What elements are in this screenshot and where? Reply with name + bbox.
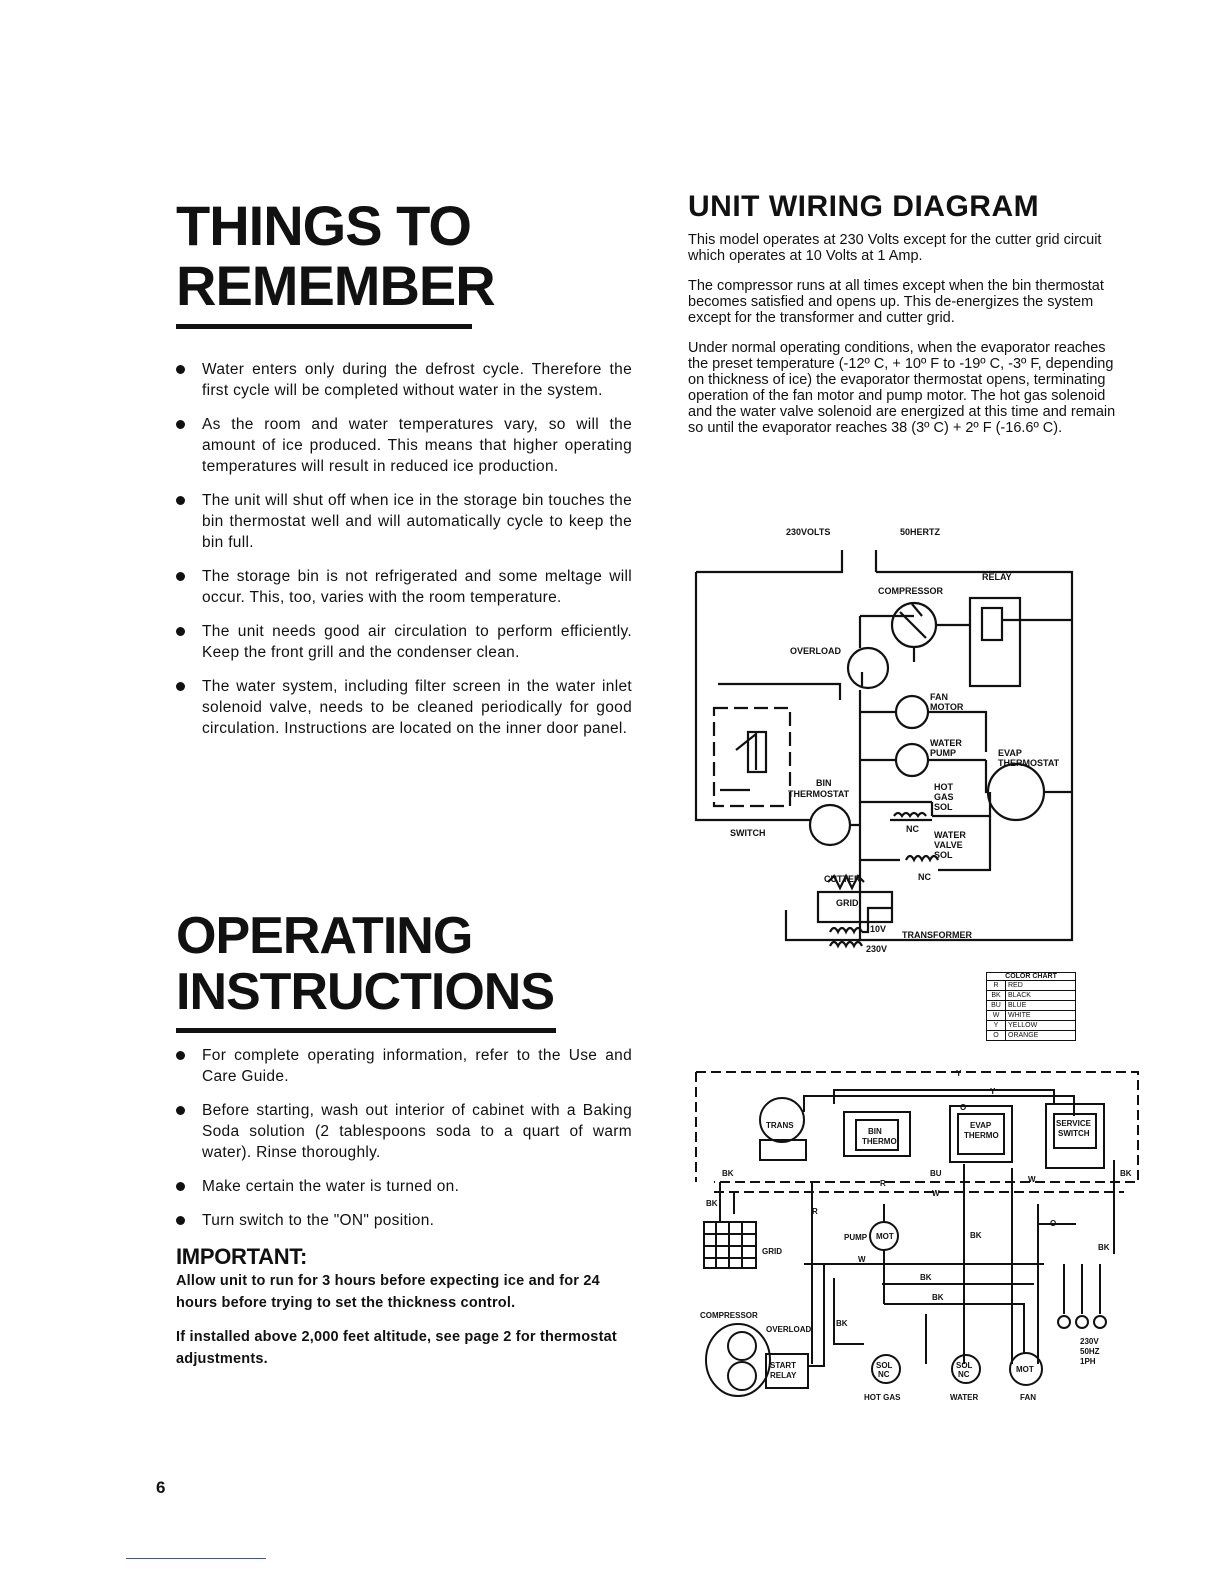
remember-list [176,359,632,739]
list-item: Before starting, wash out interior of cabinet with a Baking Soda solution (2 tablespoons soda to a quart of warm water). Rinse thoroughly. [176,1100,632,1163]
wire-label-w: W [932,1189,940,1198]
list-item: Make certain the water is turned on. [176,1176,632,1197]
wiring-paragraph: This model operates at 230 Volts except for the cutter grid circuit which operates at 10 Volts at 1 Amp. [688,232,1102,264]
wire-label-bk: BK [722,1169,734,1178]
compressor-label: COMPRESSOR [700,1311,758,1320]
wire-label-w: W [1028,1175,1036,1184]
bin-thermostat-label-2: THERMOSTAT [788,789,850,799]
trans-label: TRANS [766,1121,794,1130]
nc-label: NC [878,1370,890,1379]
wire-label-bk: BK [932,1293,944,1302]
hertz-label: 50HERTZ [900,527,941,537]
schematic-diagram [690,520,1090,970]
wire-label-bu: BU [930,1169,942,1178]
wire-label-r: R [812,1207,818,1216]
wire-label-o: O [960,1103,967,1112]
wire-label-bk: BK [706,1199,718,1208]
grid-label: GRID [762,1247,782,1256]
things-to-remember-section [176,196,636,752]
start-relay-label-1: START [770,1361,797,1370]
ten-volt-label: 10V [870,924,887,934]
water-valve-sol-label-2: VALVE [934,840,963,850]
important-heading: IMPORTANT: [176,1244,308,1269]
table-row: R RED [987,981,1076,991]
hot-gas-label: HOT GAS [864,1393,901,1402]
supply-label-2: 50HZ [1080,1347,1100,1356]
list-item: The water system, including filter screen in the water inlet solenoid valve, needs to be cleaned periodically for good circulation. Instructions are located on the inner door panel. [176,676,632,739]
color-chart [986,972,1076,1041]
relay-label: RELAY [982,572,1012,582]
operating-list [176,1045,632,1231]
fan-motor-label-1: FAN [930,692,948,702]
supply-label-1: 230V [1080,1337,1099,1346]
table-row: O ORANGE [987,1031,1076,1041]
wire-label-bk: BK [1120,1169,1132,1178]
title-underline [176,1028,556,1033]
wire-label-r: R [880,1179,886,1188]
evap-thermostat-label-1: EVAP [998,748,1022,758]
fan-label: FAN [1020,1393,1036,1402]
list-item: Water enters only during the defrost cycle. Therefore the first cycle will be completed without water in the system. [176,359,632,401]
color-chart-title: COLOR CHART [987,973,1076,981]
table-row: BK BLACK [987,991,1076,1001]
wiring-text-section [688,190,1118,450]
water-valve-sol-label-1: WATER [934,830,966,840]
wiring-paragraph: Under normal operating conditions, when the evaporator reaches the preset temperature (-12º C, + 10º F to -19º C, -3º F, depending on thickness of ice) the evaporator thermostat opens, terminating operation of the fan motor and pump motor. The hot gas solenoid and the water valve solenoid are energized at this time and remain so until the evaporator reaches 38 (3º C) + 2º F (-16.6º C). [688,340,1116,436]
wire-label-bk: BK [920,1273,932,1282]
bin-thermo-label-2: THERMO [862,1137,897,1146]
wire-label-bk: BK [970,1231,982,1240]
compressor-label: COMPRESSOR [878,586,944,596]
overload-label: OVERLOAD [766,1325,812,1334]
table-row: W WHITE [987,1011,1076,1021]
supply-label-3: 1PH [1080,1357,1096,1366]
wire-label-o: O [1050,1219,1057,1228]
cutter-grid-label-1: CUTTER [824,874,861,884]
wiring-paragraph: The compressor runs at all times except when the bin thermostat becomes satisfied and opens up. This de-energizes the system except for the transformer and cutter grid. [688,278,1104,326]
wire-label-y: Y [956,1069,962,1078]
volts-label: 230VOLTS [786,527,831,537]
bin-thermo-label-1: BIN [868,1127,882,1136]
fan-motor-label-2: MOTOR [930,702,964,712]
start-relay-label-2: RELAY [770,1371,797,1380]
fan-mot-label: MOT [1016,1365,1034,1374]
water-valve-sol-label-3: SOL [934,850,953,860]
table-row: Y YELLOW [987,1021,1076,1031]
hot-gas-sol-label-1: HOT [934,782,953,792]
overload-label: OVERLOAD [790,646,842,656]
two-thirty-volt-label: 230V [866,944,888,954]
pump-mot-label: MOT [876,1232,894,1241]
bin-thermostat-label-1: BIN [816,778,832,788]
nc-label: NC [958,1370,970,1379]
cutter-grid-label-2: GRID [836,898,859,908]
operating-title: OPERATING INSTRUCTIONS [176,907,554,1021]
service-switch-label-1: SERVICE [1056,1119,1091,1128]
list-item: As the room and water temperatures vary, so will the amount of ice produced. This means that higher operating temperatures will result in reduced ice production. [176,414,632,477]
transformer-label: TRANSFORMER [902,930,972,940]
wire-label-w: W [858,1255,866,1264]
water-label: WATER [950,1393,979,1402]
pump-label: PUMP [844,1233,868,1242]
list-item: For complete operating information, refer to the Use and Care Guide. [176,1045,632,1087]
wire-label-bk: BK [836,1319,848,1328]
list-item: The storage bin is not refrigerated and some meltage will occur. This, too, varies with the room temperature. [176,566,632,608]
nc-label: NC [918,872,931,882]
list-item: The unit needs good air circulation to perform efficiently. Keep the front grill and the condenser clean. [176,621,632,663]
list-item: Turn switch to the "ON" position. [176,1210,632,1231]
wire-label-bk: BK [1098,1243,1110,1252]
switch-label: SWITCH [730,828,766,838]
page-number: 6 [156,1478,166,1497]
water-pump-label-1: WATER [930,738,962,748]
operating-instructions-section [176,908,636,1382]
list-item: The unit will shut off when ice in the storage bin touches the bin thermostat well and will automatically cycle to keep the bin full. [176,490,632,553]
wire-label-y: Y [990,1087,996,1096]
evap-thermostat-label-2: THERMOSTAT [998,758,1060,768]
service-switch-label-2: SWITCH [1058,1129,1090,1138]
footer-rule [126,1558,266,1559]
sol-label: SOL [956,1361,973,1370]
evap-thermo-label-1: EVAP [970,1121,992,1130]
hot-gas-sol-label-2: GAS [934,792,954,802]
hot-gas-sol-label-3: SOL [934,802,953,812]
title-underline [176,324,472,329]
remember-title: THINGS TO REMEMBER [176,194,495,317]
evap-thermo-label-2: THERMO [964,1131,999,1140]
altitude-note: If installed above 2,000 feet altitude, see page 2 for thermostat adjustments. [176,1329,617,1367]
important-text: Allow unit to run for 3 hours before expecting ice and for 24 hours before trying to set the thickness control. [176,1273,600,1311]
water-pump-label-2: PUMP [930,748,957,758]
sol-label: SOL [876,1361,893,1370]
table-row: BU BLUE [987,1001,1076,1011]
nc-label: NC [906,824,919,834]
pictorial-wiring-diagram [694,1064,1144,1414]
wiring-heading: UNIT WIRING DIAGRAM [688,190,1040,223]
